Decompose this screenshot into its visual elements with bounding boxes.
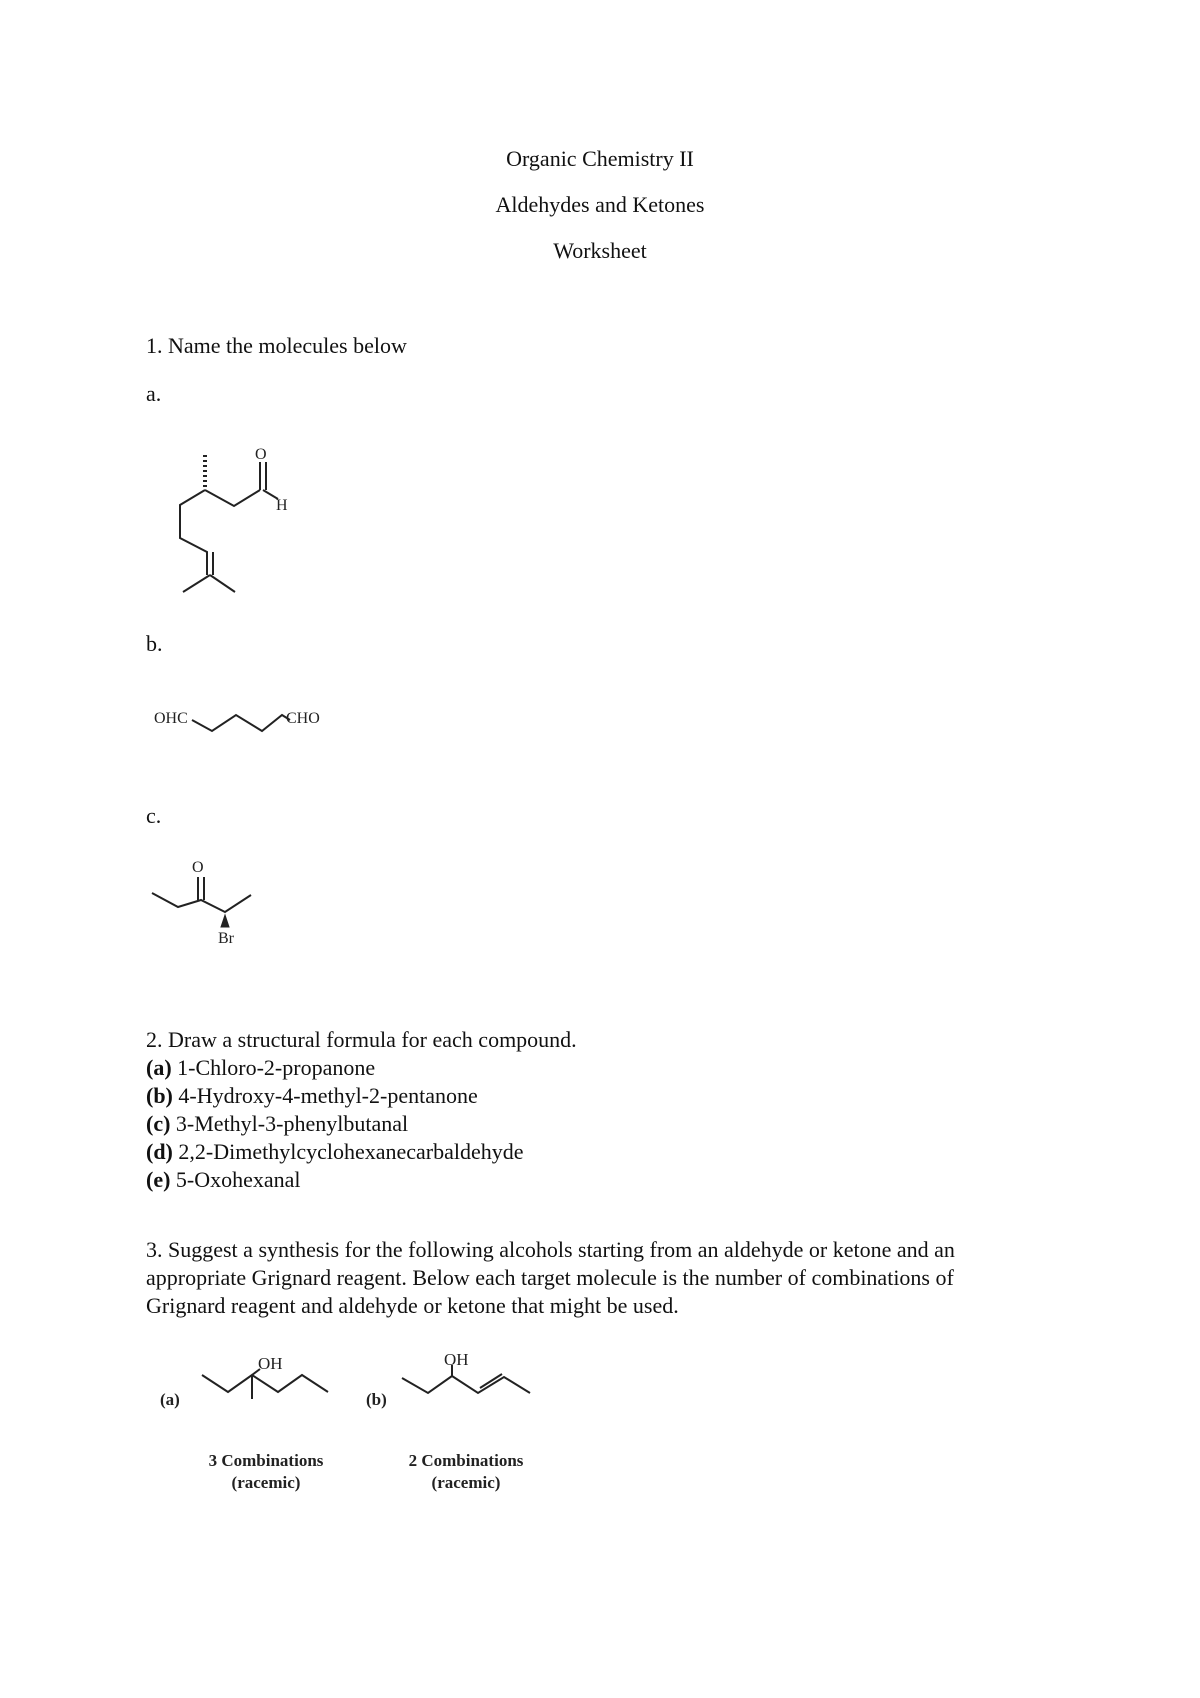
question-1b-label: b. [146, 631, 163, 656]
structure-3a-label: (a) [160, 1390, 180, 1409]
question-1-prompt: 1. Name the molecules below [146, 333, 407, 358]
document-type: Worksheet [553, 238, 647, 263]
compound-c: (c) 3-Methyl-3-phenylbutanal [146, 1111, 409, 1136]
racemic-note-3a: (racemic) [231, 1473, 301, 1492]
molecule-3b [400, 1350, 540, 1415]
oxygen-atom-1c: O [192, 859, 204, 876]
compound-d: (d) 2,2-Dimethylcyclohexanecarbaldehyde [146, 1139, 524, 1164]
molecule-3a [200, 1355, 340, 1415]
course-title: Organic Chemistry II [506, 146, 694, 171]
hydroxyl-3b: OH [444, 1350, 469, 1369]
formyl-right-1b: CHO [286, 710, 320, 727]
formyl-left-1b: OHC [154, 710, 188, 727]
question-2-list [146, 1054, 1006, 1194]
hydroxyl-3a: OH [258, 1354, 283, 1373]
oxygen-atom-1a: O [255, 446, 267, 463]
molecule-1c [150, 855, 270, 945]
combinations-3b: 2 Combinations [408, 1451, 524, 1470]
racemic-note-3b: (racemic) [431, 1473, 501, 1492]
topic-title: Aldehydes and Ketones [495, 192, 705, 217]
bromine-atom-1c: Br [218, 930, 234, 947]
structure-3b-caption [356, 1450, 576, 1494]
hydrogen-atom-1a: H [276, 497, 288, 514]
structure-3a-caption [156, 1450, 376, 1494]
question-1a-label: a. [146, 381, 162, 406]
combinations-3a: 3 Combinations [208, 1451, 324, 1470]
molecule-1b [150, 700, 350, 740]
question-1c-label: c. [146, 803, 162, 828]
compound-e: (e) 5-Oxohexanal [146, 1167, 301, 1192]
compound-a: (a) 1-Chloro-2-propanone [146, 1055, 376, 1080]
question-3-prompt: 3. Suggest a synthesis for the following alcohols starting from an aldehyde or ketone and an appropriate Grignard reagent. Below each target molecule is the number of combinations of Grignard reagent and aldehyde or ketone that might be used. [146, 1237, 955, 1318]
molecule-1a [170, 440, 330, 610]
structure-3b-label: (b) [366, 1390, 387, 1409]
compound-b: (b) 4-Hydroxy-4-methyl-2-pentanone [146, 1083, 478, 1108]
question-2-prompt: 2. Draw a structural formula for each compound. [146, 1027, 577, 1052]
